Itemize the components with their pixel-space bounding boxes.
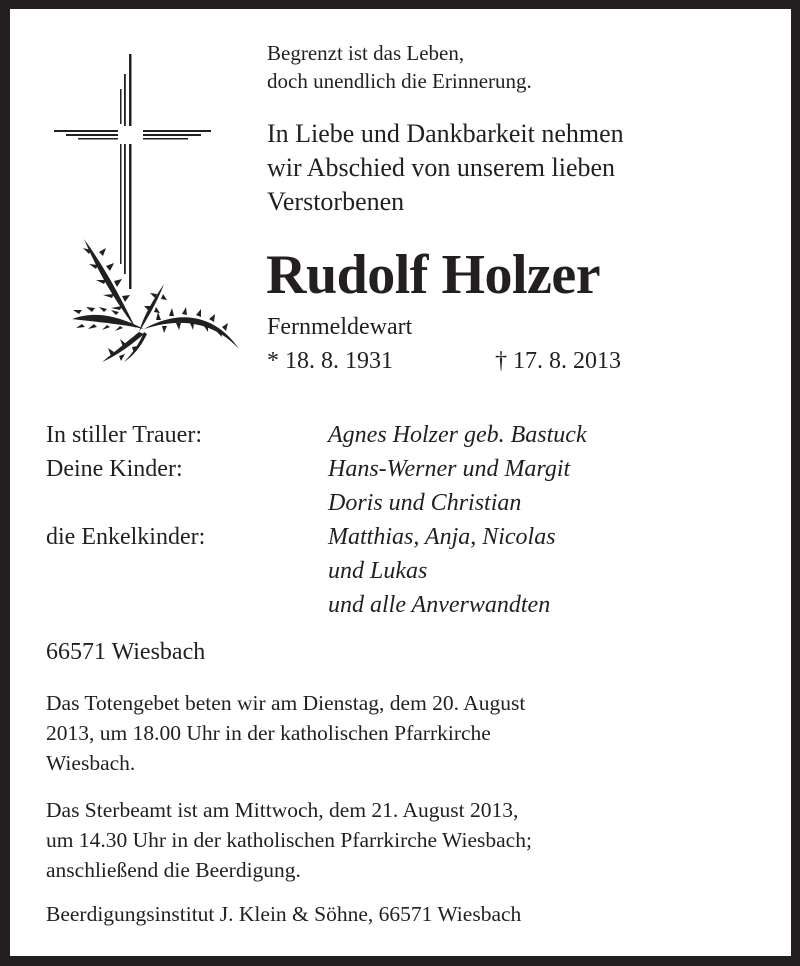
mourner-label: die Enkelkinder: <box>46 524 206 550</box>
intro-line: wir Abschied von unserem lieben <box>267 153 616 182</box>
motto-line: doch unendlich die Erinnerung. <box>267 69 532 93</box>
mourner-labels <box>46 418 205 554</box>
mourner-name: und alle Anverwandten <box>328 592 551 618</box>
mourner-label: In stiller Trauer: <box>46 422 202 448</box>
mourner-name: Agnes Holzer geb. Bastuck <box>328 422 587 448</box>
cross-with-palm-branches-icon <box>44 44 244 364</box>
intro-line: In Liebe und Dankbarkeit nehmen <box>267 119 624 148</box>
place: 66571 Wiesbach <box>46 639 206 665</box>
mourner-label <box>46 486 205 520</box>
intro-text <box>267 117 624 219</box>
mourner-names <box>328 418 587 622</box>
requiem-line: anschließend die Beerdigung. <box>46 858 301 882</box>
intro-line: Verstorbenen <box>267 187 405 216</box>
prayer-line: Das Totengebet beten wir am Dienstag, dem 20. August <box>46 691 526 715</box>
birth-date: * 18. 8. 1931 <box>267 348 393 374</box>
mourner-name: Hans-Werner und Margit <box>328 456 571 482</box>
mourner-label: Deine Kinder: <box>46 456 183 482</box>
prayer-line: Wiesbach. <box>46 751 136 775</box>
requiem-service-info <box>46 795 532 885</box>
funeral-home: Beerdigungsinstitut J. Klein & Söhne, 66571 Wiesbach <box>46 902 522 926</box>
mourner-name: und Lukas <box>328 558 428 584</box>
requiem-line: um 14.30 Uhr in der katholischen Pfarrkirche Wiesbach; <box>46 828 532 852</box>
mourner-name: Matthias, Anja, Nicolas <box>328 524 556 550</box>
motto-line: Begrenzt ist das Leben, <box>267 41 465 65</box>
deceased-name: Rudolf Holzer <box>266 244 601 306</box>
prayer-line: 2013, um 18.00 Uhr in der katholischen Pfarrkirche <box>46 721 491 745</box>
mourner-name: Doris und Christian <box>328 490 522 516</box>
motto <box>267 39 532 95</box>
prayer-service-info <box>46 688 525 778</box>
requiem-line: Das Sterbeamt ist am Mittwoch, dem 21. August 2013, <box>46 798 519 822</box>
death-date: † 17. 8. 2013 <box>495 348 621 374</box>
deceased-profession: Fernmeldewart <box>267 314 413 340</box>
life-dates <box>267 346 621 376</box>
obituary-notice <box>10 9 791 956</box>
